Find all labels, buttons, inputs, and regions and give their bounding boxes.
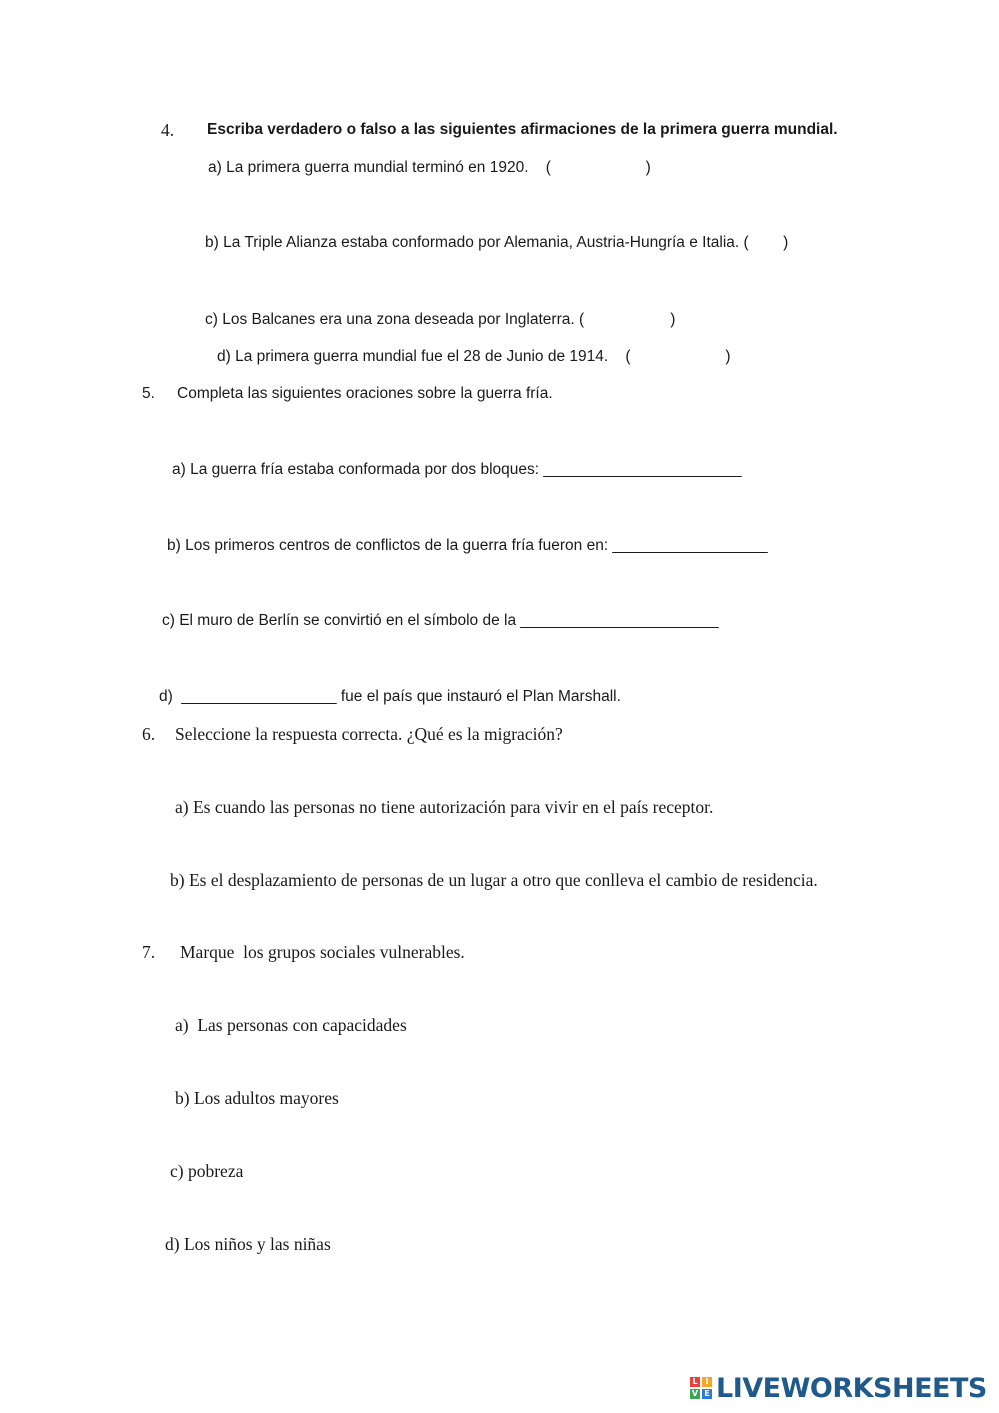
q7-number: 7. [142, 942, 156, 962]
q5-item-a: a) La guerra fría estaba conformada por dos bloques: _______________________ [172, 461, 742, 478]
q4-item-c: c) Los Balcanes era una zona deseada por Inglaterra. ( ) [205, 311, 676, 328]
q7-item-c: c) pobreza [170, 1161, 244, 1181]
q5-item-d: d) __________________ fue el país que instauró el Plan Marshall. [159, 688, 621, 705]
q7-title: Marque los grupos sociales vulnerables. [180, 942, 465, 962]
liveworksheets-logo-icon: L I V E [690, 1377, 712, 1399]
q6-item-a: a) Es cuando las personas no tiene autorización para vivir en el país receptor. [175, 797, 714, 817]
liveworksheets-logo-text: LIVEWORKSHEETS [716, 1372, 987, 1404]
q6-title: Seleccione la respuesta correcta. ¿Qué es la migración? [175, 724, 563, 744]
liveworksheets-logo [690, 1373, 987, 1403]
q5-title: Completa las siguientes oraciones sobre la guerra fría. [177, 385, 553, 402]
q4-item-a: a) La primera guerra mundial terminó en 1920. ( ) [208, 159, 651, 176]
q6-item-b: b) Es el desplazamiento de personas de un lugar a otro que conlleva el cambio de residencia. [170, 870, 818, 890]
q7-item-d: d) Los niños y las niñas [165, 1234, 331, 1254]
q7-item-b: b) Los adultos mayores [175, 1088, 339, 1108]
q5-item-b: b) Los primeros centros de conflictos de la guerra fría fueron en: __________________ [167, 537, 768, 554]
q4-number: 4. [161, 120, 175, 140]
q6-number: 6. [142, 724, 156, 744]
q4-item-b: b) La Triple Alianza estaba conformado por Alemania, Austria-Hungría e Italia. ( ) [205, 234, 789, 251]
q4-item-d: d) La primera guerra mundial fue el 28 de Junio de 1914. ( ) [217, 348, 731, 365]
q4-title: Escriba verdadero o falso a las siguientes afirmaciones de la primera guerra mundial. [207, 121, 838, 138]
q7-item-a: a) Las personas con capacidades [175, 1015, 407, 1035]
q5-number: 5. [142, 385, 155, 402]
q5-item-c: c) El muro de Berlín se convirtió en el símbolo de la _______________________ [162, 612, 719, 629]
